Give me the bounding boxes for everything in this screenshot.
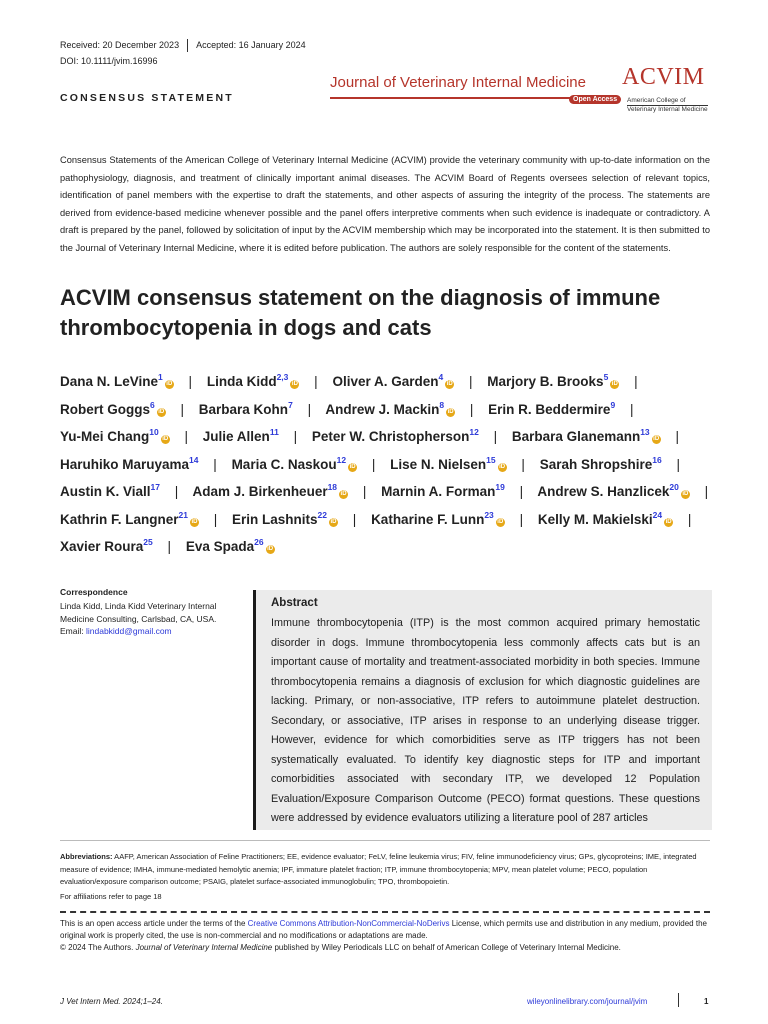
abbreviations-text: AAFP, American Association of Feline Practitioners; EE, evidence evaluator; FeLV, feline leukemia virus; FIV, feline immunodeficiency virus; GPs, glycoproteins; IME, integrated measure of evidence; IMHA, immune-mediated hemolytic anemia; IPF, immature platelet fraction; ITP, immune thrombocytopenia; MPV, mean platelet volume; PECO, population evaluation/exposure comparison outcome; PSAIG, platelet surface-associated immunoglobulin; TPO, thrombopoietin. [60,852,697,886]
footer-citation-text: J Vet Intern Med. 2024;1–24. [60,997,163,1006]
author [487,374,619,389]
orcid-icon[interactable]: iD [447,408,454,415]
author-name: Erin Lashnits [232,511,318,527]
author-separator: | [184,429,189,444]
author-separator: | [188,374,193,389]
orcid-icon[interactable]: iD [340,491,347,497]
acvim-subtitle-line-1: American College of [627,97,708,106]
date-separator [187,39,188,52]
license-text-pre: This is an open access article under the terms of the [60,919,248,928]
author-name: Lise N. Nielsen [390,456,487,472]
author-name: Barbara Kohn [198,401,289,417]
acvim-logo-subtitle [627,97,708,114]
orcid-icon[interactable]: iD [499,463,506,470]
footer-separator [678,993,679,1007]
author [198,399,293,417]
author-affiliation-ref[interactable]: 21 [178,509,188,520]
doi[interactable]: DOI: 10.1111/jvim.16996 [60,56,158,66]
author [488,399,616,417]
author-name: Barbara Glanemann [511,429,641,444]
author-separator: | [362,484,367,499]
acvim-subtitle-line-2: Veterinary Internal Medicine [627,106,708,113]
author-separator: | [307,401,312,417]
orcid-icon[interactable]: iD [166,381,173,387]
author-name: Linda Kidd [206,374,277,389]
affiliations-note: For affiliations refer to page 18 [60,892,162,901]
orcid-icon[interactable]: iD [330,518,337,525]
author [60,399,166,417]
author [232,509,338,527]
author-name: Oliver A. Garden [332,374,439,389]
author-separator: | [314,374,318,389]
footer-citation [60,997,163,1006]
author-affiliation-ref[interactable]: 16 [652,454,662,465]
orcid-icon[interactable]: iD [191,518,198,525]
author [203,429,279,444]
author-affiliation-ref[interactable]: 17 [150,482,160,492]
author [537,484,690,499]
author-name: Robert Goggs [60,401,150,417]
author-separator: | [174,484,179,499]
author-name: Adam J. Birkenheuer [192,484,328,499]
orcid-icon[interactable]: iD [653,436,660,442]
author-list [60,366,720,559]
orcid-icon[interactable]: iD [158,408,165,415]
correspondence-email-link[interactable]: lindabkidd@gmail.com [85,626,172,636]
author [60,429,170,444]
author-affiliation-ref[interactable]: 7 [288,399,293,410]
author-affiliation-ref[interactable]: 22 [317,509,328,520]
author-separator: | [293,429,298,444]
author-separator: | [167,539,172,554]
author-name: Maria C. Naskou [231,456,337,472]
license-text-post: License, which permits use and distribution in any medium, provided the original work is properly cited, the use is non-commercial and no modifications or adaptations are made. [60,919,707,940]
author [60,509,199,527]
author [60,539,153,554]
email-label: Email: [60,626,86,636]
orcid-icon[interactable]: iD [497,518,504,525]
orcid-icon[interactable]: iD [267,546,274,552]
received-date: Received: 20 December 2023 [60,39,180,50]
author-separator: | [704,484,709,499]
author-separator: | [675,429,679,444]
orcid-icon[interactable]: iD [446,381,453,387]
author-affiliation-ref[interactable]: 4 [438,372,444,382]
author [231,454,358,472]
author-affiliation-ref[interactable]: 11 [269,427,279,437]
correspondence-heading: Correspondence [60,587,128,597]
author-name: Katharine F. Lunn [371,511,485,527]
page-number: 1 [704,997,709,1006]
author-name: Sarah Shropshire [539,456,653,472]
author-affiliation-ref[interactable]: 19 [495,482,505,492]
orcid-icon[interactable]: iD [291,381,298,387]
footer-journal-link[interactable]: wileyonlinelibrary.com/journal/jvim [527,997,648,1006]
consensus-intro: Consensus Statements of the American College of Veterinary Internal Medicine (ACVIM) provide the veterinary community with up-to-date information on the pathophysiology, diagnosis, and treatment of clinically important animal diseases. The ACVIM Board of Regents oversees selection of relevant topics, identification of panel members with the expertise to draft the statements, and other aspects of assuring the integrity of the process. The statements are derived from evidence-based medicine whenever possible and the panel offers interpretive comments when such evidence is inadequate or contradictory. A draft is prepared by the panel, followed by solicitation of input by the ACVIM membership which may be incorporated into the statement. It is then submitted to the Journal of Veterinary Internal Medicine, where it is edited before publication. The authors are solely responsible for the content of the statements. [60,155,710,253]
author-name: Eva Spada [185,539,255,554]
author-affiliation-ref[interactable]: 5 [603,372,609,382]
author-name: Andrew S. Hanzlicek [537,484,670,499]
author [60,454,199,472]
orcid-icon[interactable]: iD [665,518,672,525]
acvim-logo: ACVIM [622,64,705,90]
author [390,454,507,472]
author-separator: | [352,511,357,527]
copyright-journal: Journal of Veterinary Internal Medicine [135,943,273,952]
author-affiliation-ref[interactable]: 12 [469,427,479,437]
journal-name: Journal of Veterinary Internal Medicine [330,74,586,91]
abstract-heading: Abstract [271,597,318,609]
author-affiliation-ref[interactable]: 15 [486,454,496,465]
author-name: Xavier Roura [60,539,144,554]
open-access-badge: Open Access [569,95,621,104]
orcid-icon[interactable]: iD [162,436,169,442]
author-name: Dana N. LeVine [60,374,159,389]
author-separator: | [687,511,692,527]
section-divider [60,840,710,841]
author-separator: | [371,456,376,472]
article-dates [60,39,306,52]
author [325,399,455,417]
author-name: Erin R. Beddermire [488,401,611,417]
copyright-pre: © 2024 The Authors. [60,943,136,952]
author-name: Yu-Mei Chang [60,429,150,444]
article-title: ACVIM consensus statement on the diagnosis of immune thrombocytopenia in dogs and cats [60,285,661,340]
abbreviations-label: Abbreviations: [60,852,113,861]
author-separator: | [469,374,473,389]
document-type: CONSENSUS STATEMENT [60,92,234,104]
author-separator: | [213,511,218,527]
author-affiliation-ref[interactable]: 6 [150,399,155,410]
correspondence-text: Linda Kidd, Linda Kidd Veterinary Internal Medicine Consulting, Carlsbad, CA, USA. [60,601,217,624]
author-separator: | [629,401,634,417]
author-name: Julie Allen [202,429,270,444]
author [60,374,174,389]
author [537,509,673,527]
orcid-icon[interactable]: iD [611,381,618,387]
author-affiliation-ref[interactable]: 1 [158,372,163,382]
author [207,374,300,389]
author-name: Marjory B. Brooks [487,374,604,389]
copyright-post: published by Wiley Periodicals LLC on behalf of American College of Veterinary Internal Medicine. [272,943,621,952]
author-separator: | [519,511,524,527]
author-affiliation-ref[interactable]: 25 [143,537,153,547]
author-affiliation-ref[interactable]: 24 [652,509,663,520]
author-separator: | [521,456,525,472]
author-name: Haruhiko Maruyama [60,456,190,472]
author-name: Andrew J. Mackin [325,401,440,417]
dashed-divider [60,911,710,913]
author-affiliation-ref[interactable]: 26 [254,537,264,547]
author [381,484,505,499]
author-name: Peter W. Christopherson [311,429,470,444]
author-name: Marnin A. Forman [381,484,496,499]
accepted-date: Accepted: 16 January 2024 [196,39,306,50]
author [312,429,479,444]
author [371,509,505,527]
author-affiliation-ref[interactable]: 18 [327,482,338,492]
author-separator: | [519,484,524,499]
author [60,484,160,499]
author-affiliation-ref[interactable]: 20 [669,482,679,492]
author-name: Kathrin F. Langner [60,511,179,527]
author [193,484,349,499]
author-affiliation-ref[interactable]: 8 [439,399,445,410]
author [512,429,661,444]
license-link[interactable]: Creative Commons Attribution-NonCommercial-NoDerivs [247,919,450,928]
author-affiliation-ref[interactable]: 23 [484,509,494,520]
abbreviations [60,851,710,889]
correspondence-details [60,600,240,638]
author-separator: | [180,401,185,417]
author-affiliation-ref[interactable]: 14 [189,454,199,465]
author-affiliation-ref[interactable]: 10 [149,427,159,437]
author-separator: | [469,401,474,417]
author [332,374,454,389]
author-affiliation-ref[interactable]: 13 [640,427,650,437]
author-name: Austin K. Viall [60,484,151,499]
orcid-icon[interactable]: iD [682,491,689,497]
author-name: Kelly M. Makielski [537,511,653,527]
abstract-text: Immune thrombocytopenia (ITP) is the most common acquired primary hemostatic disorder in dogs. Immune thrombocytopenia less commonly affects cats but is an important cause of mortality and treatment-associated morbidity in both species. Immune thrombocytopenia remains a diagnosis of exclusion for which diagnostic guidelines are lacking. Primary, or non-associative, ITP refers to autoimmune platelet destruction. Secondary, or associative, ITP arises in response to an underlying disease trigger. However, evidence for which comorbidities serve as ITP triggers has not been systematically evaluated. To identify key diagnostic steps for ITP and important comorbidities associated with secondary ITP, we developed 12 Population Evaluation/Exposure Comparison Outcome (PECO) format questions. These questions were addressed by evidence evaluators utilizing a literature pool of 287 articles [271,617,700,824]
author-affiliation-ref[interactable]: 12 [336,454,347,465]
orcid-icon[interactable]: iD [349,463,356,470]
author-separator: | [676,456,680,472]
author [186,539,275,554]
author-separator: | [493,429,498,444]
author-affiliation-ref[interactable]: 2,3 [276,372,289,382]
author-separator: | [213,456,217,472]
license-notice [60,918,710,954]
author-affiliation-ref[interactable]: 9 [610,399,616,410]
author [539,454,662,472]
author-separator: | [634,374,638,389]
